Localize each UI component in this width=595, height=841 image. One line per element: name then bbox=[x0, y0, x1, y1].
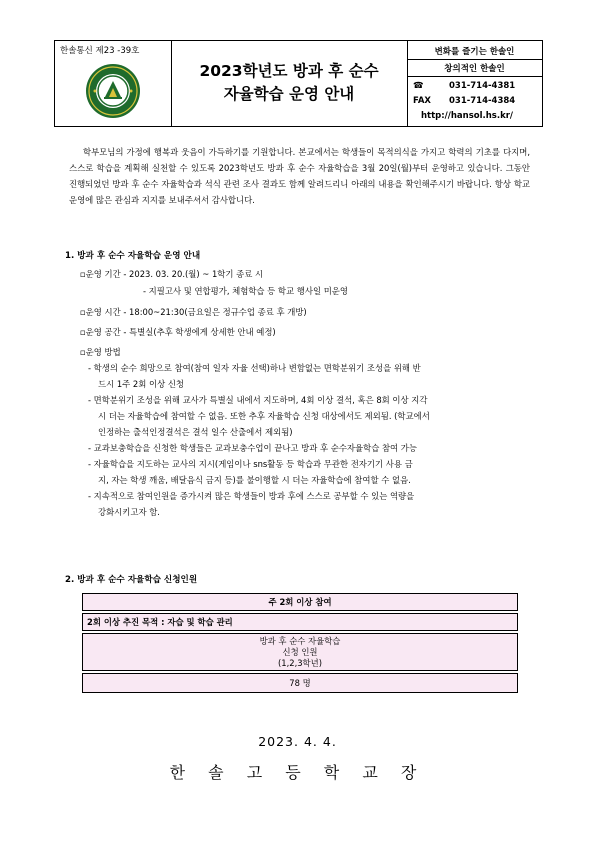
table-header: 주 2회 이상 참여 bbox=[82, 593, 518, 611]
contact-divider bbox=[407, 76, 542, 77]
fax-label: FAX bbox=[413, 96, 431, 106]
principal-signature: 한 솔 고 등 학 교 장 bbox=[169, 763, 426, 782]
table-count-cell: 78 명 bbox=[82, 673, 518, 693]
header-contact bbox=[407, 41, 542, 126]
slogan-line-2: 창의적인 한솔인 bbox=[444, 64, 505, 74]
school-emblem-icon bbox=[85, 63, 141, 119]
method-item-3: - 교과보충학습을 신청한 학생들은 교과보충수업이 끝나고 방과 후 순수자율학습 참여 가능 bbox=[88, 443, 417, 453]
section-2-heading: 2. 방과 후 순수 자율학습 신청인원 bbox=[65, 575, 198, 585]
table-label-line-1: 방과 후 순수 자율학습 bbox=[259, 636, 341, 646]
table-label-line-2: 신청 인원 bbox=[282, 647, 318, 657]
slogan-line-1: 변화를 즐기는 한솔인 bbox=[434, 47, 515, 57]
operation-period-note: - 지필고사 및 연합평가, 체험학습 등 학교 행사일 미운영 bbox=[143, 286, 348, 296]
document-date: 2023. 4. 4. bbox=[258, 734, 337, 749]
method-item-5: - 지속적으로 참여인원을 증가시켜 많은 학생들이 방과 후에 스스로 공부할 수 있는 역량을 bbox=[88, 491, 415, 501]
method-item-2-cont: 시 더는 자율학습에 참여할 수 없음. 또한 추후 자율학습 신청 대상에서도 제외됨. (학교에서 bbox=[98, 411, 430, 421]
section-1-heading: 1. 방과 후 순수 자율학습 운영 안내 bbox=[65, 251, 201, 261]
method-item-5-cont: 강화시키고자 함. bbox=[98, 507, 160, 517]
phone-row bbox=[413, 81, 515, 91]
header-title-area bbox=[171, 41, 408, 126]
header-left bbox=[55, 41, 172, 126]
table-label-line-3: (1,2,3학년) bbox=[277, 658, 323, 668]
phone-number: 031-714-4381 bbox=[449, 81, 516, 91]
title-line-1: 2023학년도 방과 후 순수 bbox=[199, 62, 379, 80]
website[interactable]: http://hansol.hs.kr/ bbox=[421, 111, 514, 121]
header-box bbox=[54, 40, 543, 127]
method-item-4-cont: 지, 자는 학생 깨움, 배달음식 금지 등)를 불이행할 시 더는 자율학습에 참여할 수 없음. bbox=[98, 475, 411, 485]
intro-paragraph bbox=[69, 144, 530, 208]
operation-time: ▫운영 시간 - 18:00~21:30(금요일은 정규수업 종료 후 개방) bbox=[80, 307, 307, 317]
operation-period: ▫운영 기간 - 2023. 03. 20.(월) ~ 1학기 종료 시 bbox=[80, 269, 264, 279]
method-item-1-cont: 드시 1주 2회 이상 신청 bbox=[98, 379, 185, 389]
method-item-2: - 면학분위기 조성을 위해 교사가 특별실 내에서 지도하며, 4회 이상 결석, 혹은 8회 이상 지각 bbox=[88, 395, 428, 405]
fax-row bbox=[413, 96, 515, 106]
method-item-2-cont2: 인정하는 출석인정결석은 결석 일수 산출에서 제외됨) bbox=[98, 427, 293, 437]
issue-number: 한솔통신 제23 -39호 bbox=[60, 46, 140, 56]
table-label-row bbox=[82, 633, 518, 671]
title-line-2: 자율학습 운영 안내 bbox=[223, 85, 355, 103]
contact-divider bbox=[407, 59, 542, 60]
table-purpose-row: 2회 이상 추진 목적 : 자습 및 학습 관리 bbox=[82, 613, 518, 631]
intro-text: 학부모님의 가정에 행복과 웃음이 가득하기를 기원합니다. 본교에서는 학생들이 목적의식을 가지고 학력의 기초를 다지며, 스스로 학습을 계획해 실천할 수 있도록 2023학년도 방과 후 순수 자율학습을 3월 20일(월)부터 운영하고 있습니다. 그동안 진행되었던 방과 후 순수 자율학습과 석식 관련 조사 결과도 함께 알려드리니 아래의 내용을 확인해주시기 바랍니다. 항상 학교 운영에 많은 관심과 지지를 보내주셔서 감사합니다. bbox=[69, 147, 530, 205]
operation-space: ▫운영 공간 - 특별실(추후 학생에게 상세한 안내 예정) bbox=[80, 327, 276, 337]
phone-icon: ☎ bbox=[413, 81, 424, 91]
operation-method-heading: ▫운영 방법 bbox=[80, 347, 121, 357]
method-item-4: - 자율학습을 지도하는 교사의 지시(게임이나 sns활동 등 학습과 무관한 전자기기 사용 금 bbox=[88, 459, 413, 469]
method-item-1: - 학생의 순수 희망으로 참여(참여 일자 자율 선택)하나 변함없는 면학분위기 조성을 위해 반 bbox=[88, 363, 421, 373]
fax-number: 031-714-4384 bbox=[449, 96, 516, 106]
document-title bbox=[171, 60, 407, 106]
